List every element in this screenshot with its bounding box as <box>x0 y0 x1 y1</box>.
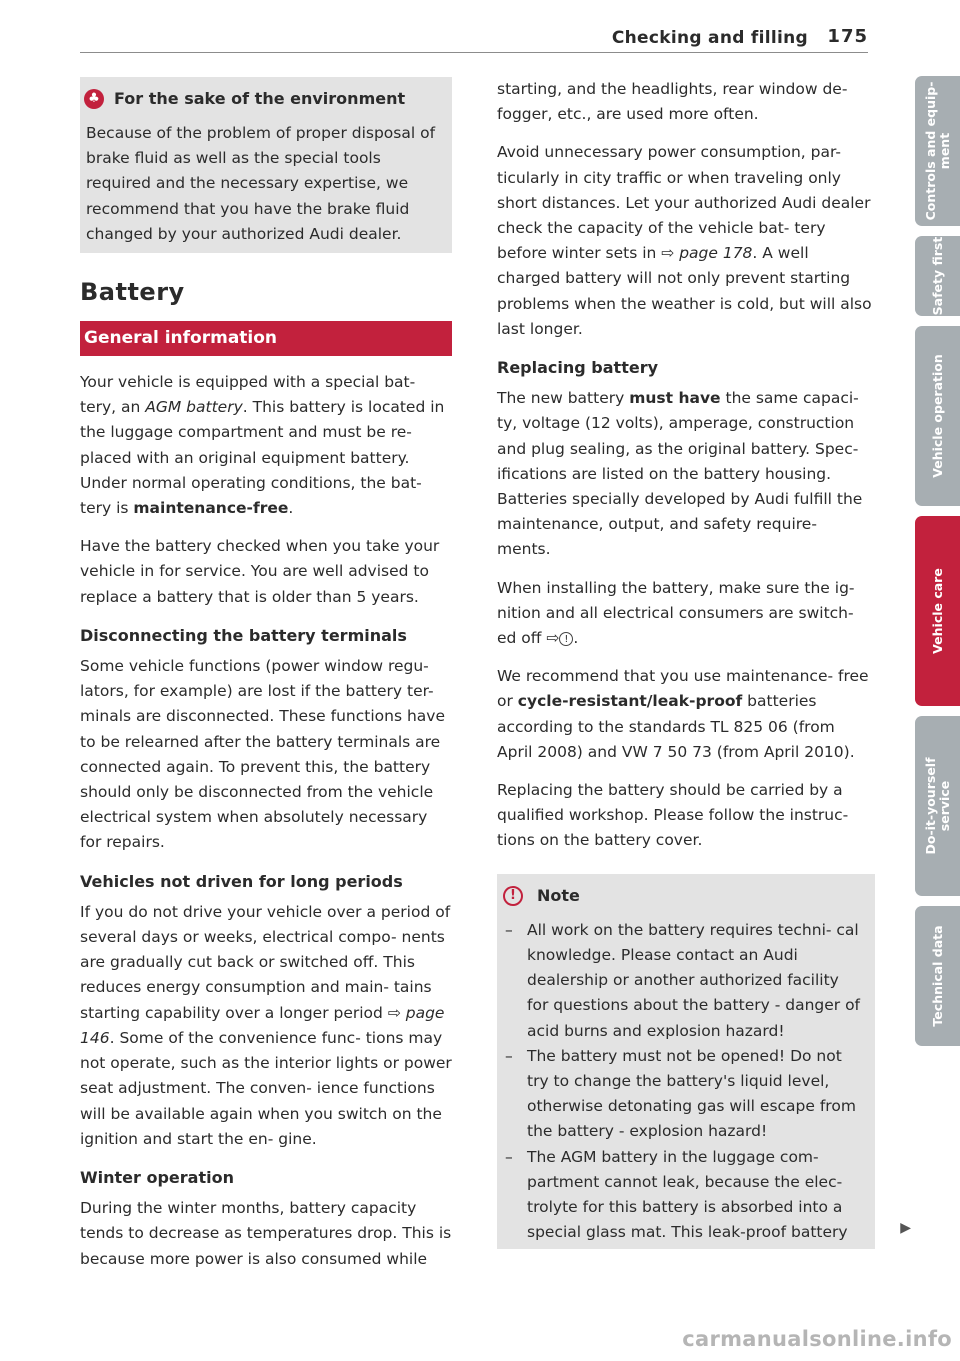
watermark: carmanualsonline.info <box>682 1327 952 1351</box>
subheading-winter: Winter operation <box>80 1167 234 1187</box>
tab-technical-data[interactable]: Technical data <box>915 906 960 1046</box>
section-title: Battery <box>80 278 185 307</box>
subheading-replacing: Replacing battery <box>497 358 659 378</box>
note-box <box>497 874 911 1250</box>
section-subtitle: General information <box>80 321 452 356</box>
caution-icon: ! <box>559 632 573 646</box>
paragraph: Have the battery checked when you take your vehicle in for service. You are well advised to replace a battery that is older than 5 years. <box>80 537 440 606</box>
note-reference-link[interactable]: ⇨ ! <box>546 629 573 647</box>
continue-arrow-icon: ▶ <box>900 1220 911 1237</box>
page-number: 175 <box>827 26 868 47</box>
paragraph: The new battery must have the same capaci- ty, voltage (12 volts), amperage, construction and plug sealing, as the original battery. Spec- ifications are listed on the battery housing. Batteries specially developed by Audi fulfill the maintenance, output, and safety require- ments. <box>497 389 863 559</box>
paragraph: starting, and the headlights, rear window de- fogger, etc., are used more often. <box>497 80 848 124</box>
chapter-tabs <box>915 76 960 1056</box>
tab-vehicle-care[interactable]: Vehicle care <box>915 516 960 706</box>
subheading-not-driven: Vehicles not driven for long periods <box>80 871 403 891</box>
list-item: – The AGM battery in the luggage com- partment cannot leak, because the elec- trolyte for this battery is absorbed into a special glass mat. This leak-proof battery <box>505 1145 861 1246</box>
paragraph: Avoid unnecessary power consumption, par- ticularly in city traffic or when traveling only short distances. Let your authorized Audi dealer check the capacity of the vehicle bat- tery before winter sets in ⇨ page 178. A well charged battery will not only prevent starting problems when the weather is cold, but will also last longer. <box>497 143 872 338</box>
paragraph: If you do not drive your vehicle over a period of several days or weeks, electrical compo- nents are gradually cut back or switched off. This reduces energy consumption and main- tains starting capability over a longer period ⇨ page 146. Some of the convenience func- tions may not operate, such as the interior lights or power seat adjustment. The conven- ience functions will be available again when you switch on the ignition and start the en- gine. <box>80 902 452 1148</box>
note-list <box>497 918 875 1250</box>
note-title: Note <box>537 886 580 906</box>
subheading-disconnect: Disconnecting the battery terminals <box>80 625 407 645</box>
chapter-title: Checking and filling <box>611 28 808 48</box>
environment-text: Because of the problem of proper disposal of brake fluid as well as the special tools required and the necessary expertise, we recommend that you have the brake fluid changed by your authorized Audi dealer. <box>86 124 436 243</box>
tab-safety-first[interactable]: Safety first <box>915 236 960 316</box>
paragraph: Replacing the battery should be carried by a qualified workshop. Please follow the instruc- tions on the battery cover. <box>497 781 849 850</box>
paragraph: During the winter months, battery capacity tends to decrease as temperatures drop. This is because more power is also consumed while <box>80 1199 452 1268</box>
right-column <box>497 77 911 1249</box>
paragraph: We recommend that you use maintenance- free or cycle-resistant/leak-proof batteries according to the standards TL 825 06 (from April 2008) and VW 7 50 73 (from April 2010). <box>497 667 869 761</box>
environment-box <box>80 77 452 253</box>
environment-title: For the sake of the environment <box>114 89 406 109</box>
paragraph: Some vehicle functions (power window regu- lators, for example) are lost if the battery ter- minals are disconnected. These functions have to be relearned after the battery terminals are connected again. To prevent this, the battery should only be disconnected from the vehicle electrical system when absolutely necessary for repairs. <box>80 657 445 852</box>
page-reference-link[interactable]: ⇨ page 146 <box>80 1003 445 1047</box>
page-reference-link[interactable]: ⇨ page 178 <box>661 244 753 263</box>
left-column <box>80 77 452 1285</box>
list-item: – The battery must not be opened! Do not try to change the battery's liquid level, otherwise detonating gas will escape from the battery - explosion hazard! <box>505 1044 861 1145</box>
tab-controls-and-equipment[interactable]: Controls and equip- ment <box>915 76 960 226</box>
paragraph: Your vehicle is equipped with a special bat- tery, an AGM battery. This battery is located in the luggage compartment and must be re- placed with an original equipment battery. Under normal operating conditions, the bat- tery is maintenance-free. <box>80 373 445 518</box>
paragraph: When installing the battery, make sure the ig- nition and all electrical consumers are switch- ed off ⇨ ! . <box>497 578 855 648</box>
list-item: – All work on the battery requires techni- cal knowledge. Please contact an Audi dealership or another authorized facility for questions about the battery - danger of acid burns and explosion hazard! <box>505 918 861 1044</box>
tab-vehicle-operation[interactable]: Vehicle operation <box>915 326 960 506</box>
page-header <box>80 20 868 53</box>
environment-icon: ♣ <box>84 89 104 109</box>
tab-do-it-yourself-service[interactable]: Do-it-yourself service <box>915 716 960 896</box>
note-icon: ! <box>503 886 523 906</box>
